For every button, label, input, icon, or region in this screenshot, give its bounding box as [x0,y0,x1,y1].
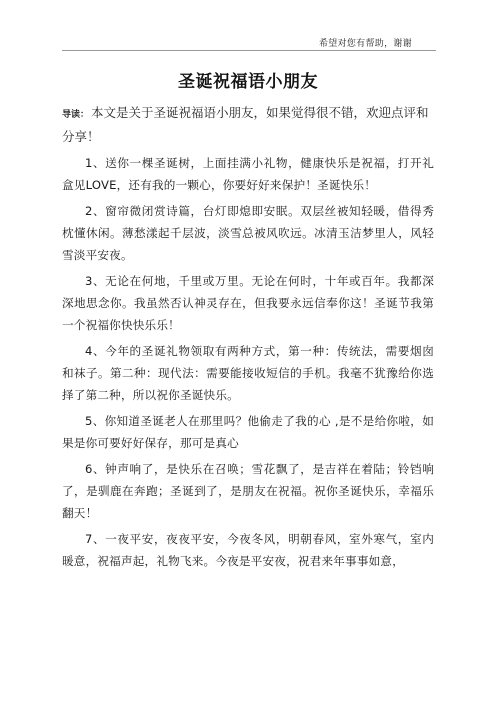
blessing-paragraph-2: 2、窗帘微闭赏诗篇，台灯即熄即安眠。双层丝被知轻暖，借得秀枕懂休闲。薄愁漾起千层波，淡雪总被风吹远。冰清玉洁梦里人，风轻雪淡平安夜。 [62,204,434,262]
document-title: 圣诞祝福语小朋友 [178,72,318,92]
intro-paragraph [62,102,434,147]
document-body [62,152,434,576]
intro-text: 本文是关于圣诞祝福语小朋友，如果觉得很不错，欢迎点评和分享！ [62,105,429,144]
blessing-paragraph-6: 6、钟声响了，是快乐在召唤；雪花飘了，是吉祥在着陆；铃铛响了，是驯鹿在奔跑；圣诞到了，是朋友在祝福。祝你圣诞快乐，幸福乐翻天！ [62,462,434,520]
blessing-paragraph-5: 5、你知道圣诞老人在那里吗？他偷走了我的心 ,是不是给你啦，如果是你可要好好保存，那可是真心 [62,414,434,450]
intro-label: 导读： [62,110,90,120]
blessing-paragraph-3: 3、无论在何地，千里或万里。无论在何时，十年或百年。我都深深地思念你。我虽然否认神灵存在，但我要永远信奉你这！圣诞节我第一个祝福你快快乐乐！ [62,274,434,332]
header-note: 希望对您有帮助，谢谢 [318,39,412,49]
blessing-paragraph-7: 7、一夜平安，夜夜平安，今夜冬风，明朝春风，室外寒气，室内暖意，祝福声起，礼物飞来。今夜是平安夜，祝君来年事事如意， [62,532,434,568]
blessing-paragraph-1: 1、送你一棵圣诞树，上面挂满小礼物，健康快乐是祝福，打开礼盒见LOVE，还有我的一颗心，你要好好来保护！圣诞快乐！ [62,156,434,192]
blessing-paragraph-4: 4、今年的圣诞礼物领取有两种方式，第一种：传统法，需要烟囱和袜子。第二种：现代法：需要能接收短信的手机。我毫不犹豫给你选择了第二种，所以祝你圣诞快乐。 [62,344,434,402]
header-divider [62,50,436,51]
